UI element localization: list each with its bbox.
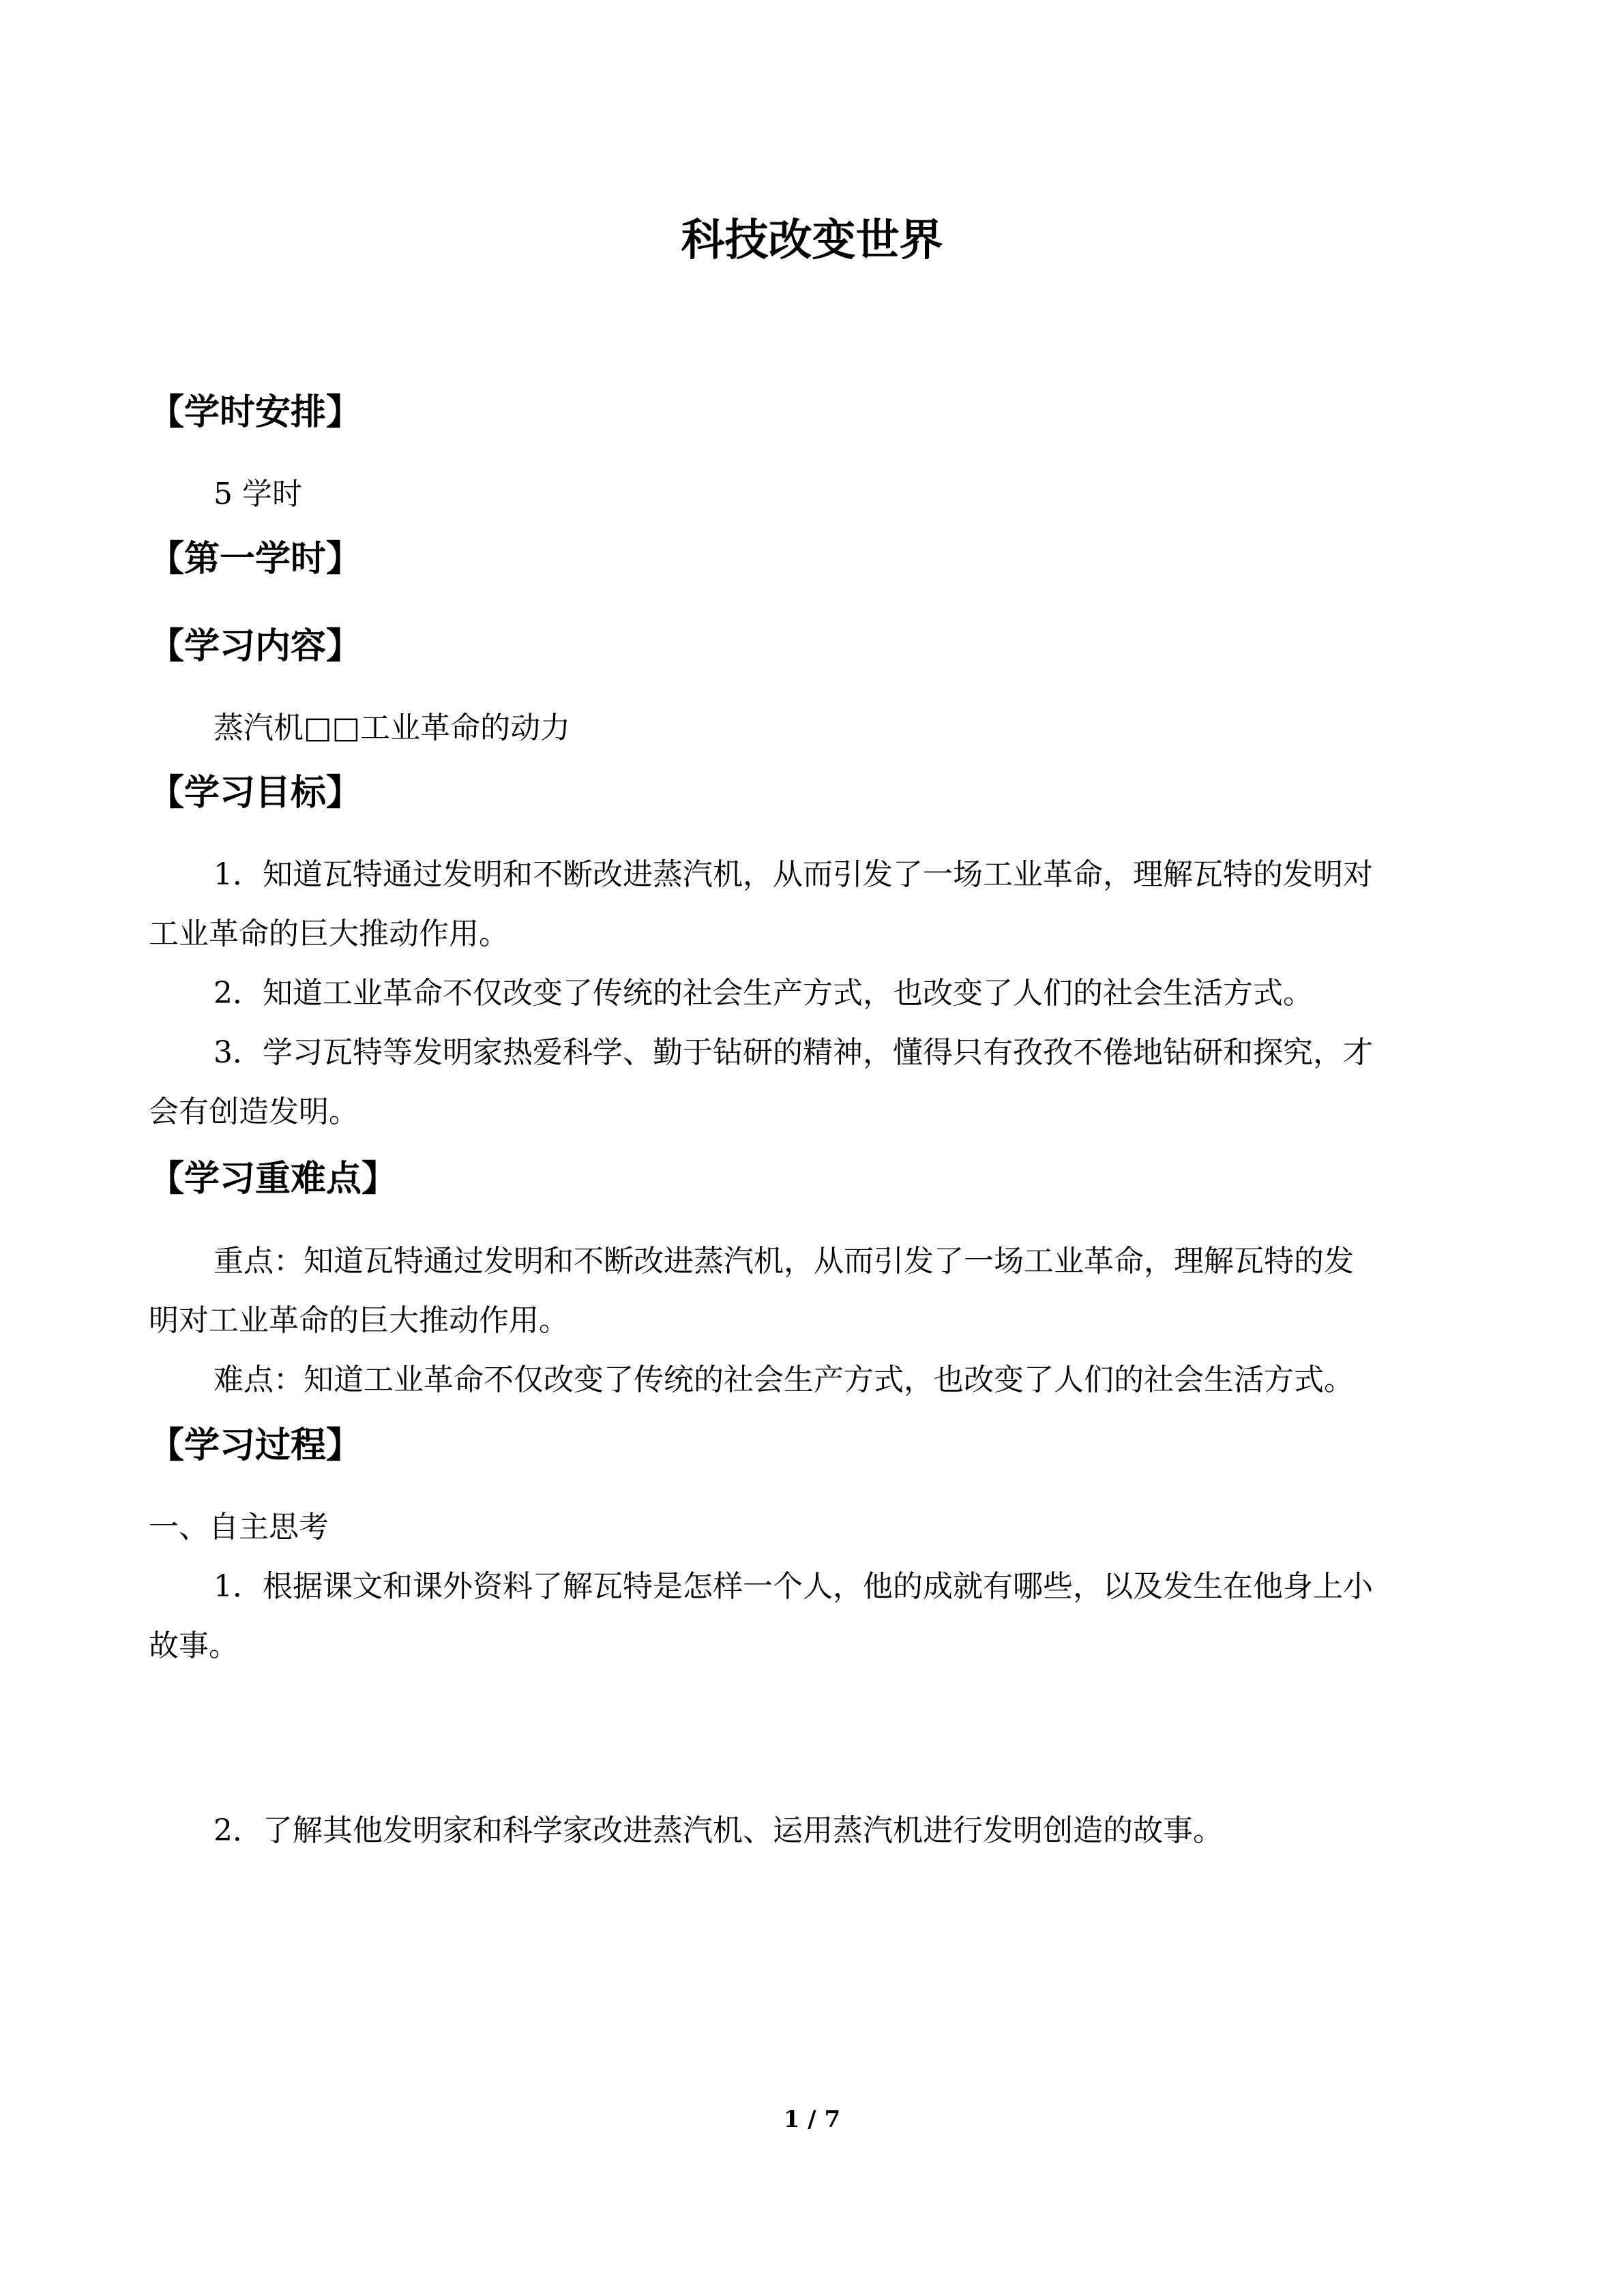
key-point-line-1: 重点：知道瓦特通过发明和不断改进蒸汽机，从而引发了一场工业革命，理解瓦特的发 <box>213 1244 1354 1279</box>
process-heading: 【学习过程】 <box>149 1425 362 1466</box>
key-point-line-2: 明对工业革命的巨大推动作用。 <box>149 1303 569 1338</box>
first-period-heading: 【第一学时】 <box>149 538 362 580</box>
part-one-heading: 一、自主思考 <box>149 1510 329 1545</box>
goal-1-line-1: 1．知道瓦特通过发明和不断改进蒸汽机，从而引发了一场工业革命，理解瓦特的发明对 <box>213 857 1373 892</box>
content-text: 蒸汽机□□工业革命的动力 <box>213 711 571 745</box>
task-2: 2．了解其他发明家和科学家改进蒸汽机、运用蒸汽机进行发明创造的故事。 <box>213 1813 1223 1848</box>
goal-2: 2．知道工业革命不仅改变了传统的社会生产方式，也改变了人们的社会生活方式。 <box>213 976 1313 1011</box>
key-points-heading: 【学习重难点】 <box>149 1158 398 1199</box>
schedule-heading: 【学时安排】 <box>149 391 362 433</box>
schedule-text: 5 学时 <box>213 477 302 511</box>
page-number: 1 / 7 <box>783 2106 841 2133</box>
goal-1-line-2: 工业革命的巨大推动作用。 <box>149 916 509 951</box>
content-heading: 【学习内容】 <box>149 625 362 667</box>
goal-3-line-1: 3．学习瓦特等发明家热爱科学、勤于钻研的精神，懂得只有孜孜不倦地钻研和探究，才 <box>213 1035 1373 1070</box>
difficult-point: 难点：知道工业革命不仅改变了传统的社会生产方式，也改变了人们的社会生活方式。 <box>213 1362 1354 1397</box>
page-title: 科技改变世界 <box>681 215 943 266</box>
goal-3-line-2: 会有创造发明。 <box>149 1094 359 1129</box>
goals-heading: 【学习目标】 <box>149 772 362 814</box>
task-1-line-1: 1．根据课文和课外资料了解瓦特是怎样一个人，他的成就有哪些，以及发生在他身上小 <box>213 1569 1373 1604</box>
task-1-line-2: 故事。 <box>149 1628 239 1663</box>
